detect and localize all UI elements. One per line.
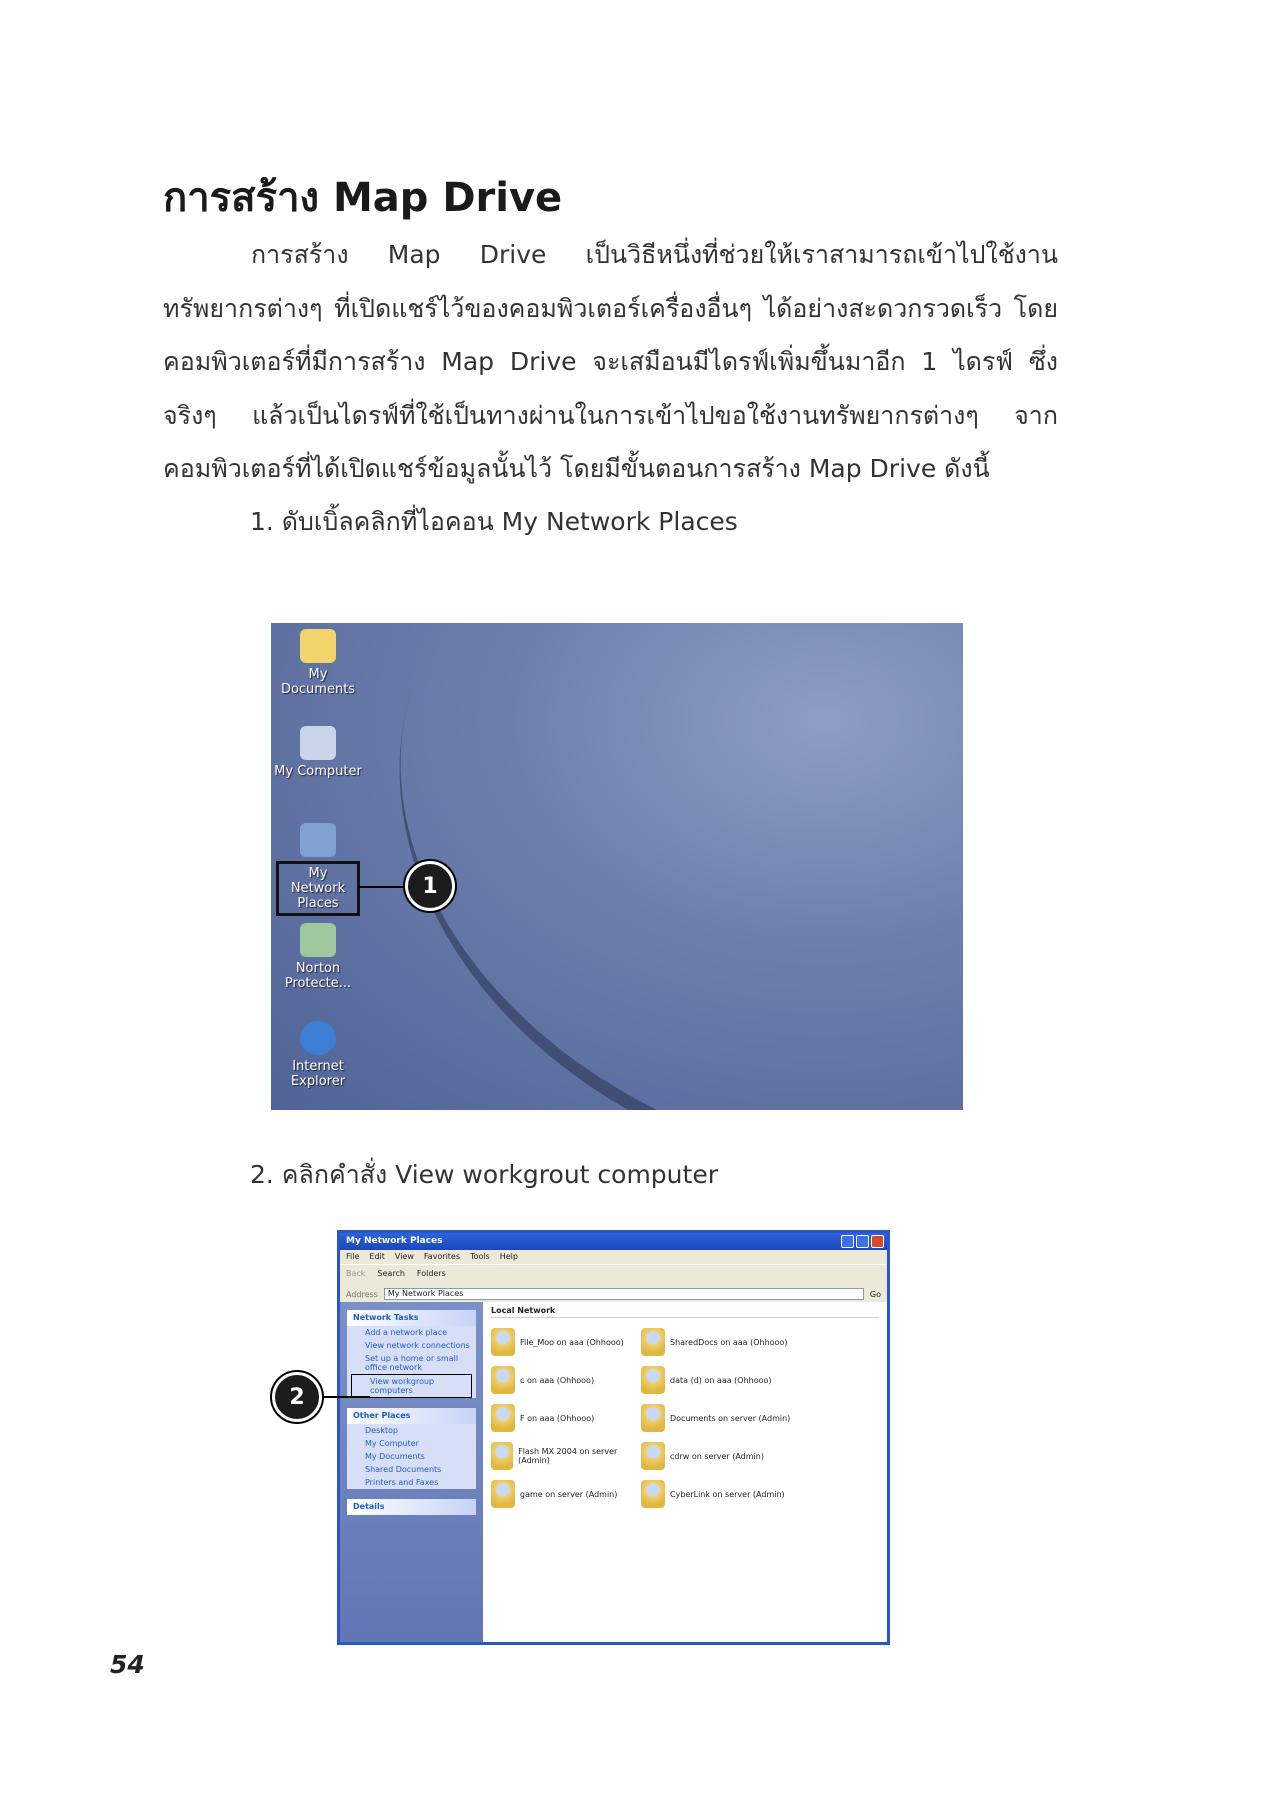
close-button[interactable] bbox=[871, 1235, 884, 1248]
toolbar bbox=[340, 1264, 887, 1286]
folders-button[interactable]: Folders bbox=[416, 1269, 446, 1278]
page-number: 54 bbox=[110, 1650, 145, 1679]
network-share-item[interactable] bbox=[491, 1366, 641, 1394]
desktop-screenshot bbox=[271, 623, 963, 1110]
task-setup-home-network[interactable]: Set up a home or small office network bbox=[365, 1354, 459, 1372]
network-folder-icon bbox=[491, 1404, 515, 1432]
address-bar bbox=[340, 1286, 887, 1302]
network-share-item[interactable] bbox=[491, 1328, 641, 1356]
network-share-item[interactable] bbox=[641, 1366, 791, 1394]
place-shared-documents[interactable]: Shared Documents bbox=[365, 1465, 442, 1474]
network-folder-icon bbox=[491, 1480, 515, 1508]
network-tasks-panel bbox=[347, 1310, 476, 1398]
panel-header[interactable]: Details bbox=[347, 1499, 476, 1515]
network-folder-icon bbox=[491, 1366, 515, 1394]
network-folder-icon bbox=[641, 1328, 665, 1356]
share-label: cdrw on server (Admin) bbox=[670, 1451, 764, 1461]
share-label: c on aaa (Ohhooo) bbox=[520, 1375, 595, 1385]
go-button[interactable]: Go bbox=[869, 1289, 881, 1299]
title-bar bbox=[340, 1233, 887, 1250]
recycle-icon bbox=[300, 923, 336, 957]
callout-arrow bbox=[359, 886, 409, 888]
details-panel bbox=[347, 1499, 476, 1515]
computer-icon bbox=[300, 726, 336, 760]
task-view-network-connections[interactable]: View network connections bbox=[365, 1341, 470, 1350]
menu-bar bbox=[340, 1250, 887, 1264]
task-view-workgroup-computers[interactable]: View workgroup computers bbox=[351, 1374, 472, 1398]
network-share-item[interactable] bbox=[641, 1480, 791, 1508]
share-label: Flash MX 2004 on server (Admin) bbox=[518, 1447, 618, 1465]
desktop-icon-my-network-places[interactable] bbox=[273, 823, 363, 916]
desktop-icon-internet-explorer[interactable] bbox=[273, 1021, 363, 1089]
window-title: My Network Places bbox=[346, 1236, 443, 1246]
page-title: การสร้าง Map Drive bbox=[163, 175, 563, 221]
content-area bbox=[483, 1302, 887, 1642]
callout-arrow bbox=[322, 1396, 370, 1398]
minimize-button[interactable] bbox=[841, 1235, 854, 1248]
share-label: game on server (Admin) bbox=[520, 1489, 618, 1499]
address-input[interactable]: My Network Places bbox=[384, 1288, 864, 1300]
place-printers[interactable]: Printers and Faxes bbox=[365, 1478, 439, 1487]
share-label: Documents on server (Admin) bbox=[670, 1413, 791, 1423]
icon-label: My Network Places bbox=[290, 866, 346, 911]
task-add-network-place[interactable]: Add a network place bbox=[365, 1328, 448, 1337]
network-share-item[interactable] bbox=[491, 1480, 641, 1508]
menu-favorites[interactable]: Favorites bbox=[423, 1252, 461, 1261]
menu-help[interactable]: Help bbox=[499, 1252, 518, 1261]
section-header: Local Network bbox=[491, 1306, 879, 1318]
icon-label: Norton Protecte... bbox=[284, 961, 352, 991]
icon-label: My Computer bbox=[274, 764, 362, 779]
place-my-computer[interactable]: My Computer bbox=[365, 1439, 419, 1448]
body-paragraph bbox=[163, 228, 1058, 496]
panel-header[interactable]: Network Tasks bbox=[347, 1310, 476, 1326]
place-desktop[interactable]: Desktop bbox=[365, 1426, 398, 1435]
step-2: 2. คลิกคำสั่ง View workgrout computer bbox=[250, 1160, 718, 1189]
search-button[interactable]: Search bbox=[377, 1269, 405, 1278]
network-folder-icon bbox=[641, 1442, 665, 1470]
my-network-places-window bbox=[337, 1230, 890, 1645]
network-share-item[interactable] bbox=[491, 1442, 641, 1470]
desktop-icon-my-computer[interactable] bbox=[273, 726, 363, 779]
other-places-panel bbox=[347, 1408, 476, 1489]
callout-1: 1 bbox=[405, 861, 455, 911]
paragraph-text: การสร้าง Map Drive เป็นวิธีหนึ่งที่ช่วยให้เราสามารถเข้าไปใช้งานทรัพยากรต่างๆ ที่เปิดแชร์ไว้ของคอมพิวเตอร์เครื่องอื่นๆ ได้อย่างสะดวกรวดเร็ว โดยคอมพิวเตอร์ที่มีการสร้าง Map Drive จะเสมือนมีไดรฟ์เพิ่มขึ้นมาอีก 1 ไดรฟ์ ซึ่งจริงๆ แล้วเป็นไดรฟ์ที่ใช้เป็นทางผ่านในการเข้าไปขอใช้งานทรัพยากรต่างๆ จากคอมพิวเตอร์ที่ได้เปิดแชร์ข้อมูลนั้นไว้ โดยมีขั้นตอนการสร้าง Map Drive ดังนี้ bbox=[163, 240, 1058, 483]
step-1: 1. ดับเบิ้ลคลิกที่ไอคอน My Network Places bbox=[250, 507, 738, 536]
address-label: Address bbox=[346, 1289, 378, 1299]
panel-header[interactable]: Other Places bbox=[347, 1408, 476, 1424]
network-folder-icon bbox=[491, 1328, 515, 1356]
callout-2: 2 bbox=[272, 1372, 322, 1422]
network-folder-icon bbox=[491, 1442, 513, 1470]
network-share-item[interactable] bbox=[491, 1404, 641, 1432]
share-grid bbox=[491, 1328, 879, 1508]
menu-file[interactable]: File bbox=[346, 1252, 360, 1261]
network-folder-icon bbox=[641, 1366, 665, 1394]
share-label: data (d) on aaa (Ohhooo) bbox=[670, 1375, 772, 1385]
network-folder-icon bbox=[641, 1404, 665, 1432]
task-pane bbox=[340, 1302, 483, 1642]
folder-icon bbox=[300, 629, 336, 663]
selection-box bbox=[276, 861, 360, 916]
share-label: F on aaa (Ohhooo) bbox=[520, 1413, 595, 1423]
menu-edit[interactable]: Edit bbox=[369, 1252, 385, 1261]
network-share-item[interactable] bbox=[641, 1328, 791, 1356]
network-folder-icon bbox=[641, 1480, 665, 1508]
network-icon bbox=[300, 823, 336, 857]
menu-tools[interactable]: Tools bbox=[470, 1252, 490, 1261]
share-label: CyberLink on server (Admin) bbox=[670, 1489, 785, 1499]
share-label: File_Moo on aaa (Ohhooo) bbox=[520, 1337, 624, 1347]
desktop-icon-my-documents[interactable] bbox=[273, 629, 363, 697]
network-share-item[interactable] bbox=[641, 1404, 791, 1432]
icon-label: My Documents bbox=[280, 667, 356, 697]
back-button[interactable]: Back bbox=[346, 1269, 366, 1278]
place-my-documents[interactable]: My Documents bbox=[365, 1452, 425, 1461]
maximize-button[interactable] bbox=[856, 1235, 869, 1248]
ie-icon bbox=[300, 1021, 336, 1055]
icon-label: Internet Explorer bbox=[290, 1059, 346, 1089]
share-label: SharedDocs on aaa (Ohhooo) bbox=[670, 1337, 788, 1347]
menu-view[interactable]: View bbox=[394, 1252, 414, 1261]
wallpaper-swoosh bbox=[305, 623, 963, 1110]
network-share-item[interactable] bbox=[641, 1442, 791, 1470]
desktop-icon-norton[interactable] bbox=[273, 923, 363, 991]
